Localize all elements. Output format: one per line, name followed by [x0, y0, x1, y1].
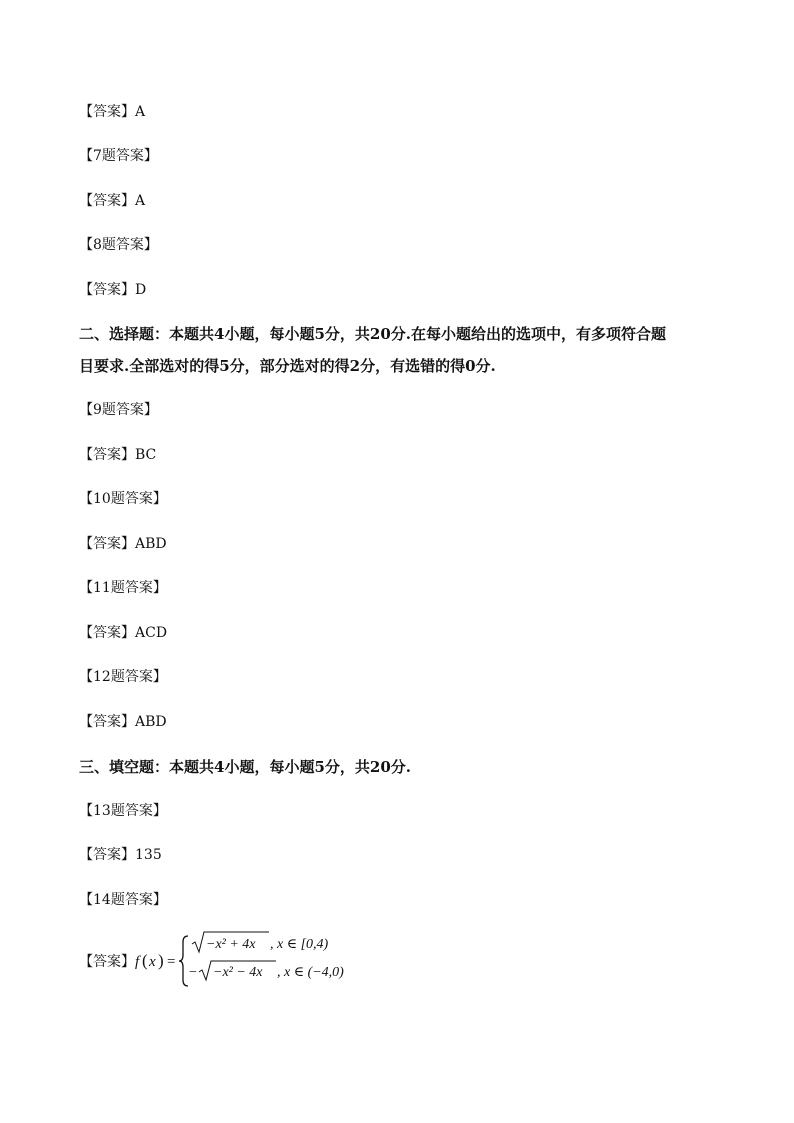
answer-13: 【答案】135 — [79, 847, 162, 863]
q10-label: 【10题答案】 — [79, 491, 167, 507]
left-brace — [179, 936, 188, 986]
case2-radicand: −x² − 4x — [213, 965, 263, 980]
answer-10: 【答案】ABD — [79, 536, 167, 552]
answer-prefix: 【答案】 — [79, 955, 135, 970]
answer-7-prev: 【答案】A — [79, 104, 146, 120]
answer-11: 【答案】ACD — [79, 625, 168, 641]
answer-8: 【答案】D — [79, 282, 147, 298]
q11-label: 【11题答案】 — [79, 580, 167, 596]
answer-14-formula — [79, 928, 399, 992]
section-3-heading: 三、填空题：本题共4小题，每小题5分，共20分. — [79, 758, 411, 776]
left-paren: ( — [142, 951, 148, 970]
answer-7: 【答案】A — [79, 193, 146, 209]
q9-label: 【9题答案】 — [79, 402, 158, 418]
q7-label: 【7题答案】 — [79, 148, 158, 164]
case2-condition: , x ∈ (−4,0) — [277, 965, 344, 980]
case1-condition: , x ∈ [0,4) — [270, 937, 329, 952]
function-name: f — [135, 954, 140, 970]
q8-label: 【8题答案】 — [79, 237, 158, 253]
case1-radicand: −x² + 4x — [206, 937, 256, 952]
equals-sign: = — [167, 954, 176, 970]
answer-12: 【答案】ABD — [79, 714, 167, 730]
piecewise-function — [79, 928, 399, 992]
answer-9: 【答案】BC — [79, 447, 157, 463]
q12-label: 【12题答案】 — [79, 669, 167, 685]
right-paren: ) — [158, 951, 164, 970]
q14-label: 【14题答案】 — [79, 892, 167, 908]
function-var: x — [149, 954, 156, 970]
q13-label: 【13题答案】 — [79, 803, 167, 819]
section-2-heading-line2: 目要求.全部选对的得5分，部分选对的得2分，有选错的得0分. — [79, 357, 496, 375]
case2-sign: − — [189, 965, 197, 980]
section-2-heading-line1: 二、选择题：本题共4小题，每小题5分，共20分.在每小题给出的选项中，有多项符合题 — [79, 325, 666, 343]
